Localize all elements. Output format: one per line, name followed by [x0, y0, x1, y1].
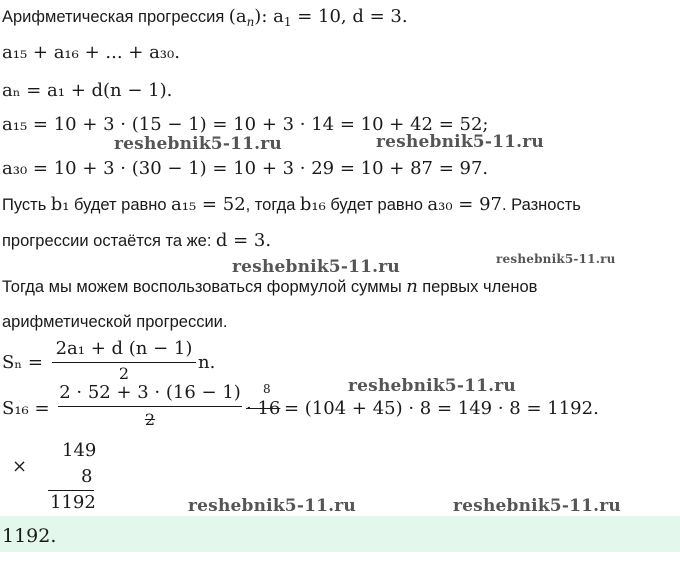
problem-line: [2, 6, 408, 27]
s16-label: S₁₆ =: [2, 398, 50, 419]
text-part: , тогда: [245, 196, 296, 214]
nth-term-formula: aₙ = a₁ + d(n − 1).: [2, 80, 173, 101]
watermark: reshebnik5-11.ru: [232, 257, 400, 277]
sn-numerator: 2a₁ + d (n − 1): [55, 338, 193, 359]
text-part: первых членов: [422, 278, 538, 296]
seq-a1: ): a: [254, 6, 284, 27]
a15-calc: a₁₅ = 10 + 3 · (15 − 1) = 10 + 3 · 14 = 10 + 42 = 52;: [2, 114, 489, 135]
s16-times: [246, 398, 280, 419]
s16-result: = (104 + 45) · 8 = 149 · 8 = 1192.: [284, 398, 599, 419]
math-part: b₁₆: [299, 194, 326, 215]
math-part: n: [406, 276, 418, 297]
text-part: будет равно: [330, 196, 423, 214]
s16-fraction-bar: [58, 406, 242, 407]
seq-notation: (a: [228, 6, 247, 27]
answer-text: 1192.: [2, 525, 57, 547]
s16-reduced-eight: 8: [263, 382, 271, 396]
seq-values: = 10, d = 3.: [291, 6, 408, 27]
mult-result: 1192: [50, 492, 96, 513]
sn-label: Sₙ =: [2, 352, 43, 373]
text-part: . Разность: [501, 196, 581, 214]
sn-n: n.: [198, 352, 216, 373]
mult-mid: 8: [81, 466, 93, 487]
watermark: reshebnik5-11.ru: [453, 496, 621, 516]
text-part: прогрессии остаётся та же:: [2, 232, 212, 250]
seq-sub1: 1: [283, 15, 292, 29]
difference-line: [2, 230, 271, 251]
math-part: a₁₅ = 52: [171, 194, 246, 215]
a30-calc: a₃₀ = 10 + 3 · (30 − 1) = 10 + 3 · 29 = 10 + 87 = 97.: [2, 158, 489, 179]
watermark: reshebnik5-11.ru: [188, 496, 356, 516]
problem-text: Арифметическая прогрессия: [2, 8, 225, 26]
formula-intro-line: [2, 276, 537, 297]
mult-line: [48, 490, 94, 491]
s16-denominator: 2: [144, 410, 156, 429]
let-b1-line: [2, 194, 581, 215]
math-part: d = 3.: [215, 230, 272, 251]
sum-expression: a₁₅ + a₁₆ + ... + a₃₀.: [2, 42, 180, 63]
answer-box: [0, 516, 680, 552]
mult-top: 149: [62, 440, 97, 461]
watermark: reshebnik5-11.ru: [348, 376, 516, 396]
mult-sign: ×: [12, 456, 28, 477]
s16-sixteen: · 16: [246, 398, 281, 419]
text-part: Пусть: [2, 196, 47, 214]
watermark: reshebnik5-11.ru: [496, 252, 616, 266]
watermark: reshebnik5-11.ru: [376, 132, 544, 152]
sn-denominator: 2: [118, 364, 130, 383]
text-part: Тогда мы можем воспользоваться формулой суммы: [2, 278, 402, 296]
text-part: будет равно: [73, 196, 167, 214]
math-part: a₃₀ = 97: [427, 194, 502, 215]
watermark: reshebnik5-11.ru: [114, 134, 282, 154]
sn-fraction-bar: [52, 362, 196, 363]
formula-intro-line-2: арифметической прогрессии.: [2, 313, 228, 331]
s16-numerator: 2 · 52 + 3 · (16 − 1): [59, 382, 241, 403]
math-part: b₁: [50, 194, 70, 215]
seq-sub: n: [246, 15, 255, 29]
